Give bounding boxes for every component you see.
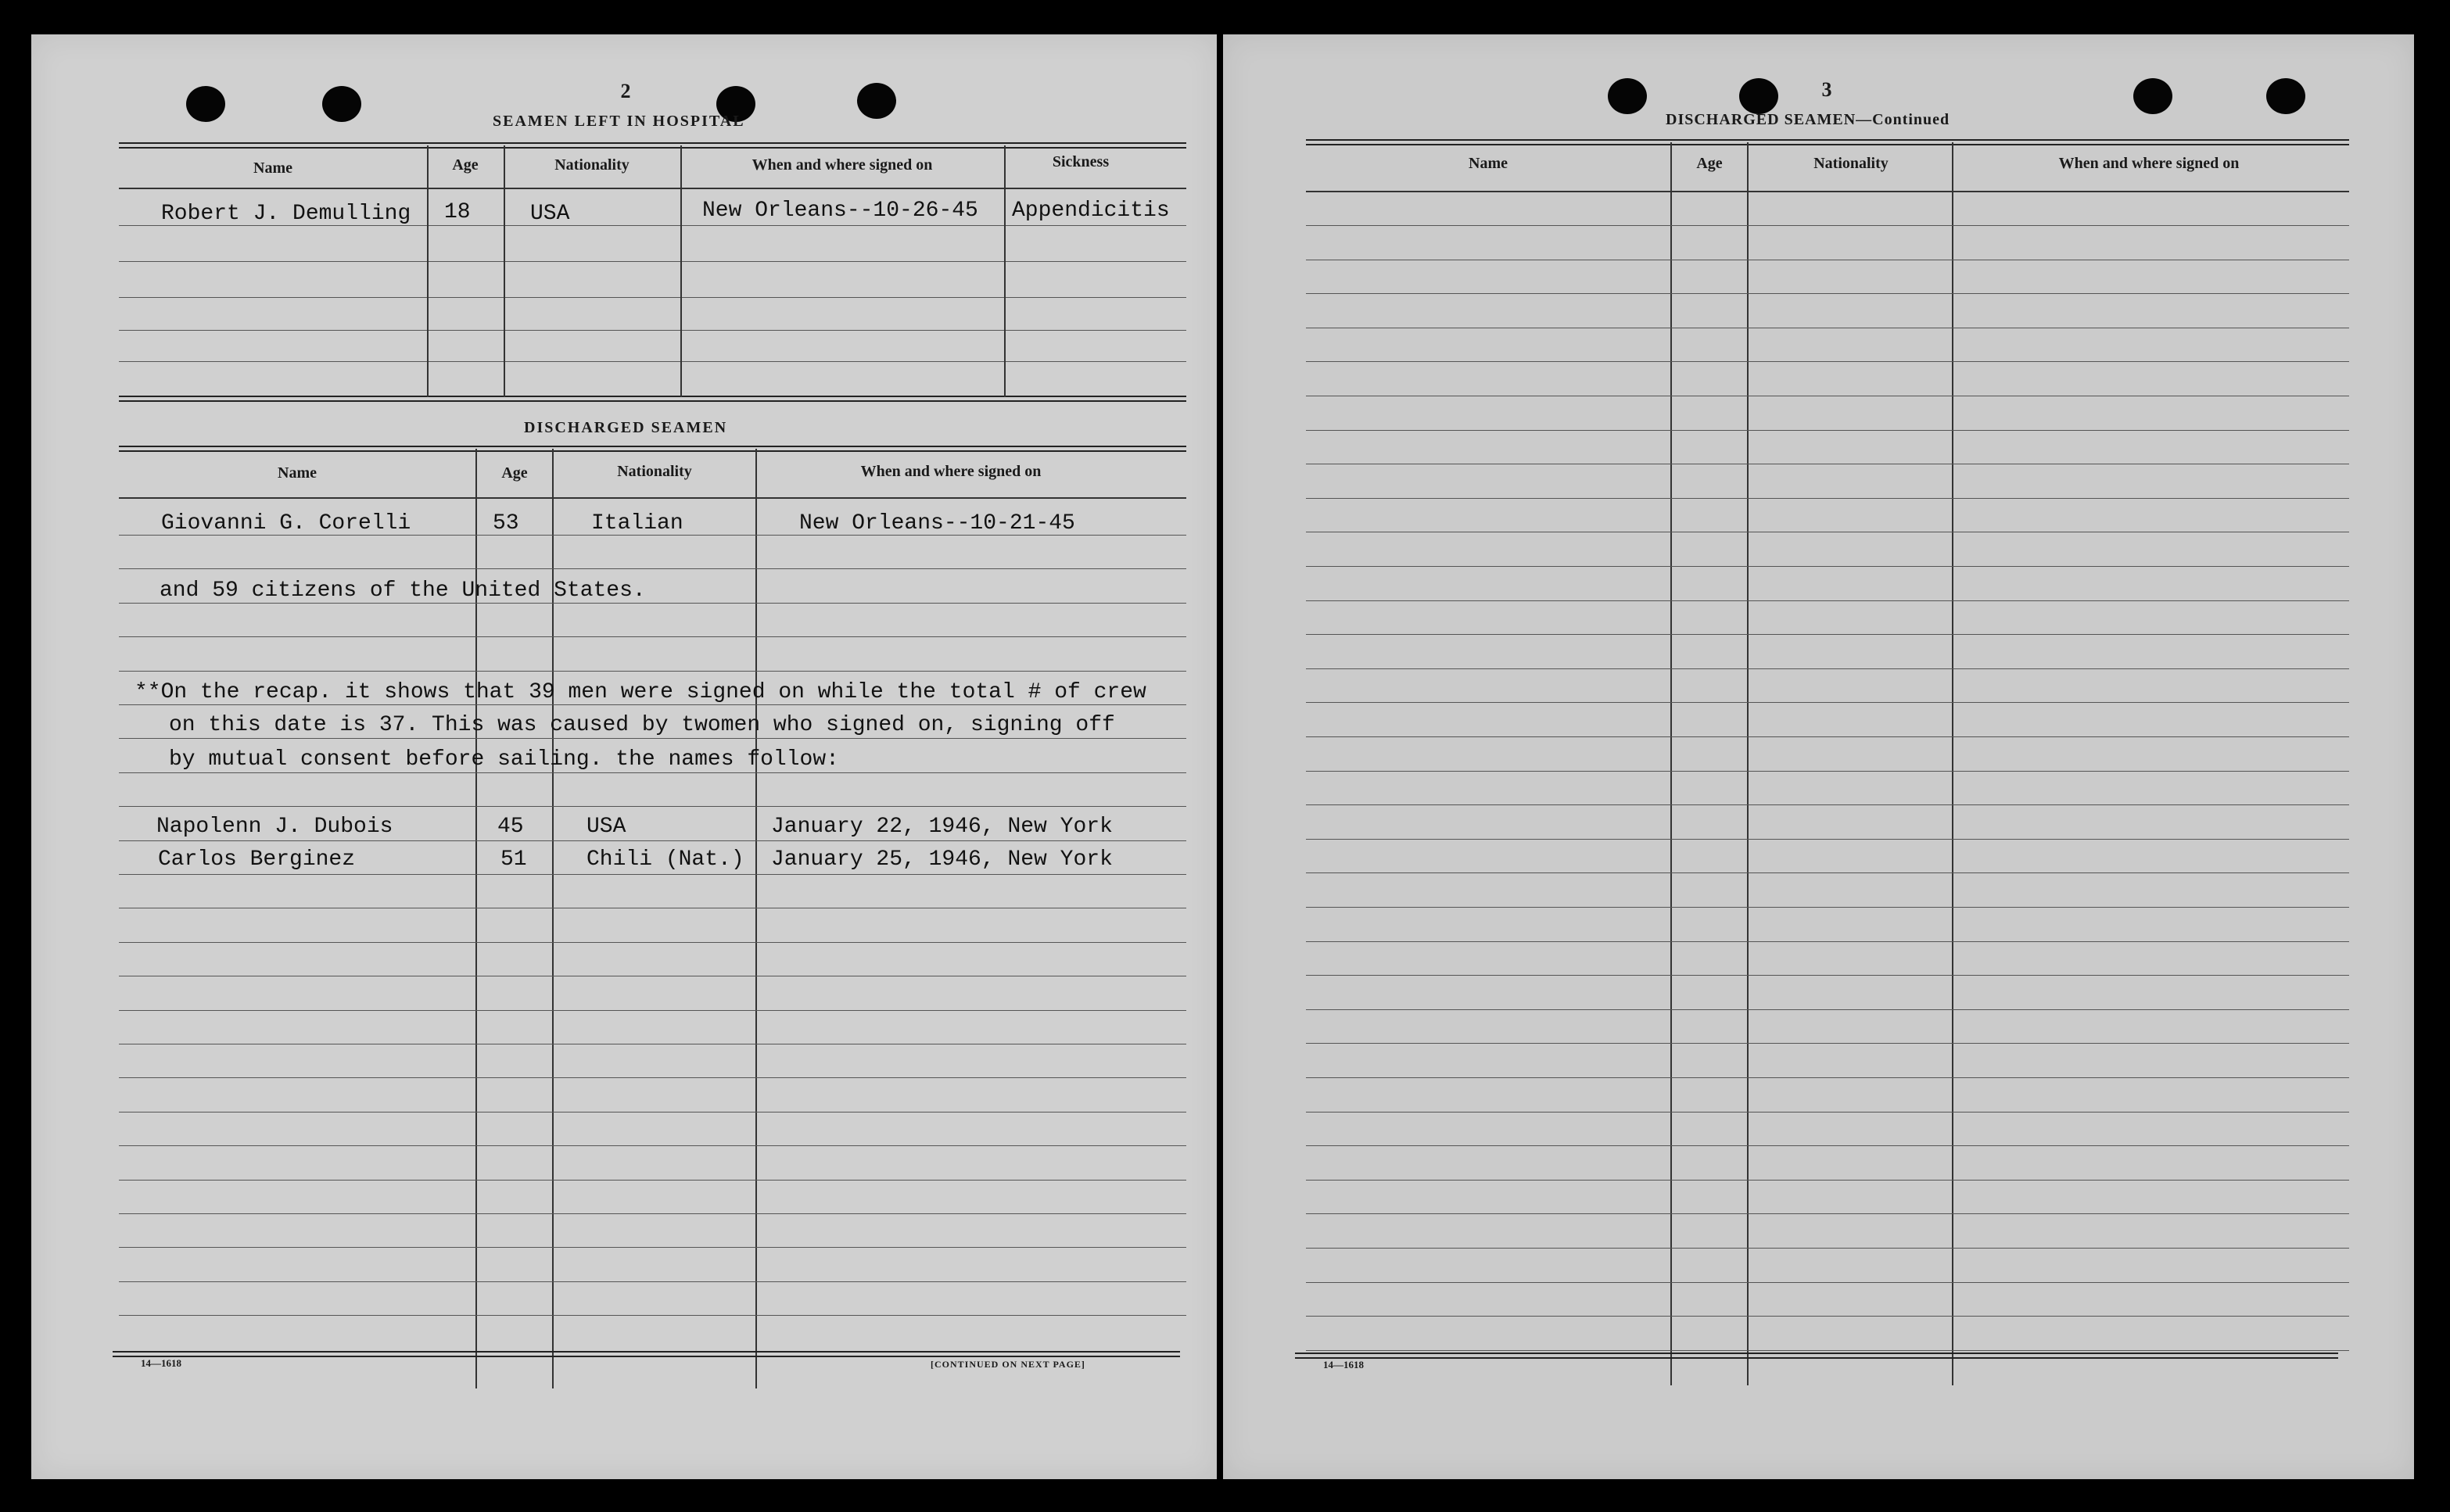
row-line: [119, 330, 1186, 331]
col-header-age: Age: [501, 464, 528, 482]
row-line: [119, 261, 1186, 262]
right-page: [1223, 34, 2414, 1479]
punch-hole: [2133, 78, 2172, 114]
row-line: [119, 636, 1186, 637]
row-line: [1306, 293, 2349, 294]
row-line: [1306, 361, 2349, 362]
row-line: [119, 361, 1186, 362]
row-line: [1306, 1316, 2349, 1317]
row-line: [119, 1281, 1186, 1282]
row-line: [1306, 668, 2349, 669]
punch-hole: [2266, 78, 2305, 114]
col-divider: [680, 145, 682, 397]
row-line: [119, 942, 1186, 943]
table-top-border: [1306, 139, 2349, 145]
section-title-discharged-continued: DISCHARGED SEAMEN—Continued: [1666, 111, 1950, 128]
discharged-row-nationality: Italian: [591, 511, 683, 536]
row-line: [1306, 1009, 2349, 1010]
row-line: [1306, 975, 2349, 976]
row-line: [119, 1077, 1186, 1078]
row-line: [1306, 907, 2349, 908]
header-underline: [119, 188, 1186, 189]
table-bottom-border: [1295, 1353, 2338, 1359]
col-divider: [427, 145, 429, 397]
hospital-row-sickness: Appendicitis: [1012, 199, 1170, 223]
hospital-row-name: Robert J. Demulling: [161, 202, 411, 226]
extra-row-nationality: USA: [586, 815, 626, 839]
extra-row-age: 45: [497, 815, 524, 839]
punch-hole: [1739, 78, 1778, 114]
extra-row-name: Carlos Berginez: [158, 847, 356, 872]
row-line: [119, 806, 1186, 807]
col-header-nationality: Nationality: [554, 156, 630, 174]
col-divider: [1747, 142, 1749, 1385]
table-top-border: [119, 446, 1186, 452]
row-line: [1306, 498, 2349, 499]
row-line: [119, 772, 1186, 773]
col-header-name: Name: [253, 159, 292, 177]
discharged-row-name: Giovanni G. Corelli: [161, 511, 411, 536]
row-line: [1306, 1043, 2349, 1044]
extra-row-age: 51: [500, 847, 527, 872]
row-line: [1306, 941, 2349, 942]
col-divider: [1670, 142, 1672, 1385]
section-title-discharged: DISCHARGED SEAMEN: [524, 419, 728, 436]
table-bottom-border: [119, 396, 1186, 402]
page-number: 3: [1821, 78, 1832, 101]
row-line: [119, 671, 1186, 672]
row-line: [1306, 804, 2349, 805]
header-underline: [119, 497, 1186, 499]
row-line: [119, 1247, 1186, 1248]
row-line: [119, 704, 1186, 705]
hospital-row-nationality: USA: [530, 202, 570, 226]
row-line: [1306, 1213, 2349, 1214]
row-line: [119, 1010, 1186, 1011]
col-divider: [504, 145, 505, 397]
col-header-nationality: Nationality: [617, 463, 692, 480]
discharged-row-signed-on: New Orleans--10-21-45: [799, 511, 1075, 536]
row-line: [1306, 1145, 2349, 1146]
row-line: [1306, 1248, 2349, 1249]
recap-note-line: on this date is 37. This was caused by twomen who signed on, signing off: [169, 713, 1115, 737]
header-underline: [1306, 191, 2349, 192]
row-line: [1306, 1282, 2349, 1283]
row-line: [1306, 566, 2349, 567]
row-line: [1306, 1180, 2349, 1181]
row-line: [119, 840, 1186, 841]
row-line: [119, 1213, 1186, 1214]
hospital-row-signed-on: New Orleans--10-26-45: [702, 199, 978, 223]
col-header-age: Age: [1696, 155, 1723, 172]
row-line: [1306, 1350, 2349, 1351]
row-line: [1306, 225, 2349, 226]
punch-hole: [857, 83, 896, 119]
recap-note-line: **On the recap. it shows that 39 men were signed on while the total # of crew: [135, 680, 1146, 704]
col-header-nationality: Nationality: [1813, 155, 1889, 172]
discharged-row-age: 53: [493, 511, 519, 536]
row-line: [1306, 839, 2349, 840]
continued-note: [CONTINUED ON NEXT PAGE]: [931, 1359, 1085, 1370]
hospital-row-age: 18: [444, 200, 471, 224]
row-line: [1306, 736, 2349, 737]
row-line: [1306, 1077, 2349, 1078]
row-line: [119, 1112, 1186, 1113]
table-top-border: [119, 142, 1186, 149]
row-line: [1306, 1112, 2349, 1113]
col-divider: [1952, 142, 1953, 1385]
row-line: [119, 1315, 1186, 1316]
row-line: [1306, 771, 2349, 772]
row-line: [1306, 872, 2349, 873]
extra-row-name: Napolenn J. Dubois: [156, 815, 393, 839]
row-line: [119, 1145, 1186, 1146]
left-page: [31, 34, 1217, 1479]
citizens-note: and 59 citizens of the United States.: [160, 579, 646, 603]
col-header-sickness: Sickness: [1052, 153, 1110, 170]
row-line: [1306, 600, 2349, 601]
col-divider: [1004, 145, 1006, 397]
row-line: [119, 568, 1186, 569]
col-header-signed-on: When and where signed on: [860, 463, 1042, 480]
row-line: [1306, 634, 2349, 635]
col-header-signed-on: When and where signed on: [2058, 155, 2240, 172]
table-bottom-border: [113, 1351, 1180, 1357]
extra-row-nationality: Chili (Nat.): [586, 847, 744, 872]
col-header-signed-on: When and where signed on: [752, 156, 933, 174]
col-header-age: Age: [452, 156, 479, 174]
row-line: [1306, 430, 2349, 431]
form-number: 14—1618: [141, 1357, 181, 1369]
punch-hole: [186, 86, 225, 122]
col-header-name: Name: [1469, 155, 1508, 172]
col-header-name: Name: [278, 464, 317, 482]
row-line: [119, 297, 1186, 298]
page-number: 2: [620, 80, 631, 102]
recap-note-line: by mutual consent before sailing. the names follow:: [169, 747, 839, 772]
punch-hole: [322, 86, 361, 122]
row-line: [119, 874, 1186, 875]
punch-hole: [1608, 78, 1647, 114]
form-number: 14—1618: [1323, 1359, 1364, 1370]
row-line: [1306, 702, 2349, 703]
row-line: [119, 738, 1186, 739]
row-line: [119, 1180, 1186, 1181]
section-title-hospital: SEAMEN LEFT IN HOSPITAL: [493, 113, 745, 130]
extra-row-signed-on: January 22, 1946, New York: [771, 815, 1113, 839]
extra-row-signed-on: January 25, 1946, New York: [771, 847, 1113, 872]
